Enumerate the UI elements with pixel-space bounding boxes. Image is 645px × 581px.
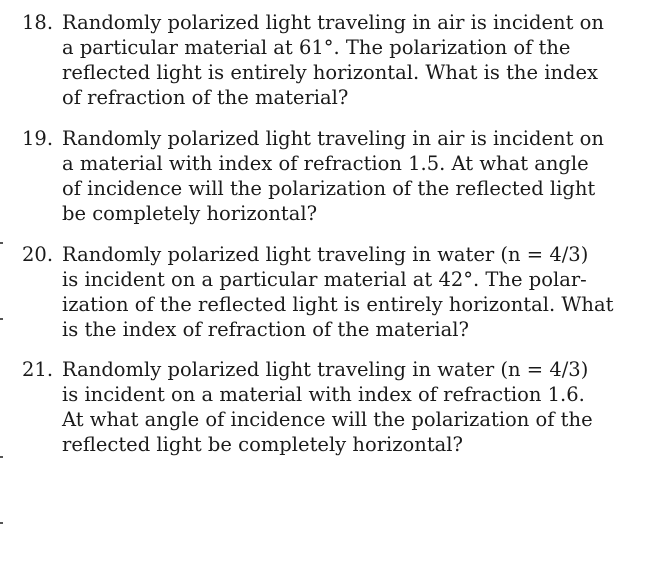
problem-number: 19. [22,127,54,150]
problem-text-line: is incident on a particular material at 42°. The polar- [62,268,587,291]
problem-text-line: be completely horizontal? [62,202,318,225]
problem-text-line: ization of the reflected light is entirely horizontal. What [62,293,614,316]
problem-number: 20. [22,243,54,266]
problem-text-line: of incidence will the polarization of the reflected light [62,177,596,200]
problem-number: 18. [22,11,54,34]
page-edge-mark [0,318,3,320]
problem-text-line: At what angle of incidence will the polarization of the [62,408,593,431]
problem-text-line: Randomly polarized light traveling in water (n = 4/3) [62,243,589,266]
problem-number: 21. [22,358,54,381]
problem-text-line: a particular material at 61°. The polarization of the [62,36,571,59]
problem-21 [22,357,593,457]
problem-text-line: of refraction of the material? [62,86,349,109]
problem-text-line: Randomly polarized light traveling in air is incident on [62,11,604,34]
problem-text-line: is incident on a material with index of refraction 1.6. [62,383,585,406]
problem-text-line: reflected light is entirely horizontal. What is the index [62,61,599,84]
problem-text-line: a material with index of refraction 1.5. At what angle [62,152,589,175]
problem-20 [22,242,614,342]
page-edge-mark [0,242,3,244]
problem-18 [22,10,604,110]
problem-19 [22,126,604,226]
problem-text-line: reflected light be completely horizontal? [62,433,463,456]
page-edge-mark [0,456,3,458]
page-edge-mark [0,522,3,524]
problem-text-line: Randomly polarized light traveling in water (n = 4/3) [62,358,589,381]
problem-text-line: Randomly polarized light traveling in air is incident on [62,127,604,150]
problem-text-line: is the index of refraction of the material? [62,318,469,341]
